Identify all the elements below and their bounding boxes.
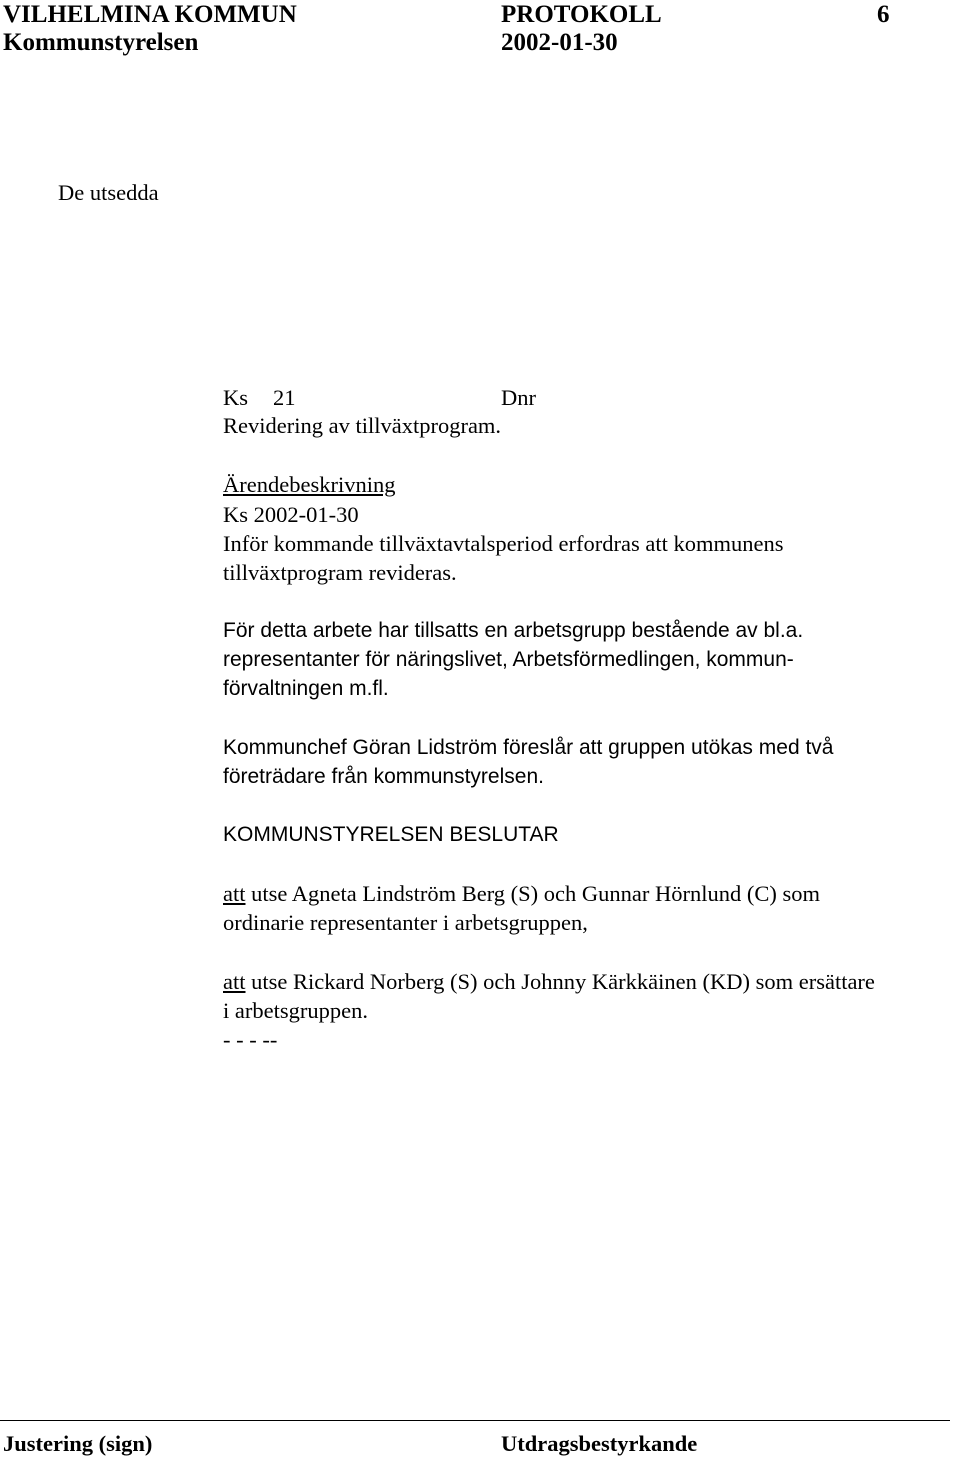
- item-title: Revidering av tillväxtprogram.: [223, 413, 502, 438]
- item-ks-number: 21: [273, 385, 296, 410]
- intro-text: De utsedda: [58, 180, 159, 205]
- header-date: 2002-01-30: [501, 29, 618, 56]
- description-heading: Ärendebeskrivning: [223, 472, 396, 497]
- paragraph-line: Kommunchef Göran Lidström föreslår att gruppen utökas med två: [223, 736, 834, 759]
- footer-utdragsbestyrkande: Utdragsbestyrkande: [501, 1431, 698, 1456]
- att-keyword: att: [223, 969, 246, 994]
- paragraph-line: För detta arbete har tillsatts en arbetsgrupp bestående av bl.a.: [223, 619, 804, 642]
- header-body: Kommunstyrelsen: [3, 29, 199, 56]
- decision-text-continued: i arbetsgruppen.: [223, 998, 368, 1023]
- decision-item: [223, 967, 875, 996]
- footer-rule: [0, 1420, 950, 1421]
- description-line: Inför kommande tillväxtavtalsperiod erfordras att kommunens: [223, 531, 784, 556]
- item-ks-label: Ks: [223, 385, 249, 410]
- description-line: tillväxtprogram revideras.: [223, 560, 457, 585]
- decision-text: utse Agneta Lindström Berg (S) och Gunnar Hörnlund (C) som: [245, 881, 821, 906]
- paragraph-line: förvaltningen m.fl.: [223, 677, 389, 700]
- header-doc-type: PROTOKOLL: [501, 1, 662, 28]
- paragraph-line: företrädare från kommunstyrelsen.: [223, 765, 544, 788]
- item-dnr-label: Dnr: [501, 385, 536, 410]
- header-page-number: 6: [877, 1, 890, 28]
- decision-item: [223, 879, 820, 908]
- decision-heading: KOMMUNSTYRELSEN BESLUTAR: [223, 823, 559, 846]
- paragraph-line: representanter för näringslivet, Arbetsförmedlingen, kommun-: [223, 648, 794, 671]
- decision-text: utse Rickard Norberg (S) och Johnny Kärkkäinen (KD) som ersättare: [245, 969, 875, 994]
- end-mark: - - - --: [223, 1027, 278, 1052]
- footer-justering: Justering (sign): [3, 1431, 153, 1456]
- att-keyword: att: [223, 881, 246, 906]
- decision-text-continued: ordinarie representanter i arbetsgruppen,: [223, 910, 588, 935]
- header-org: VILHELMINA KOMMUN: [3, 1, 297, 28]
- description-ref: Ks 2002-01-30: [223, 502, 359, 527]
